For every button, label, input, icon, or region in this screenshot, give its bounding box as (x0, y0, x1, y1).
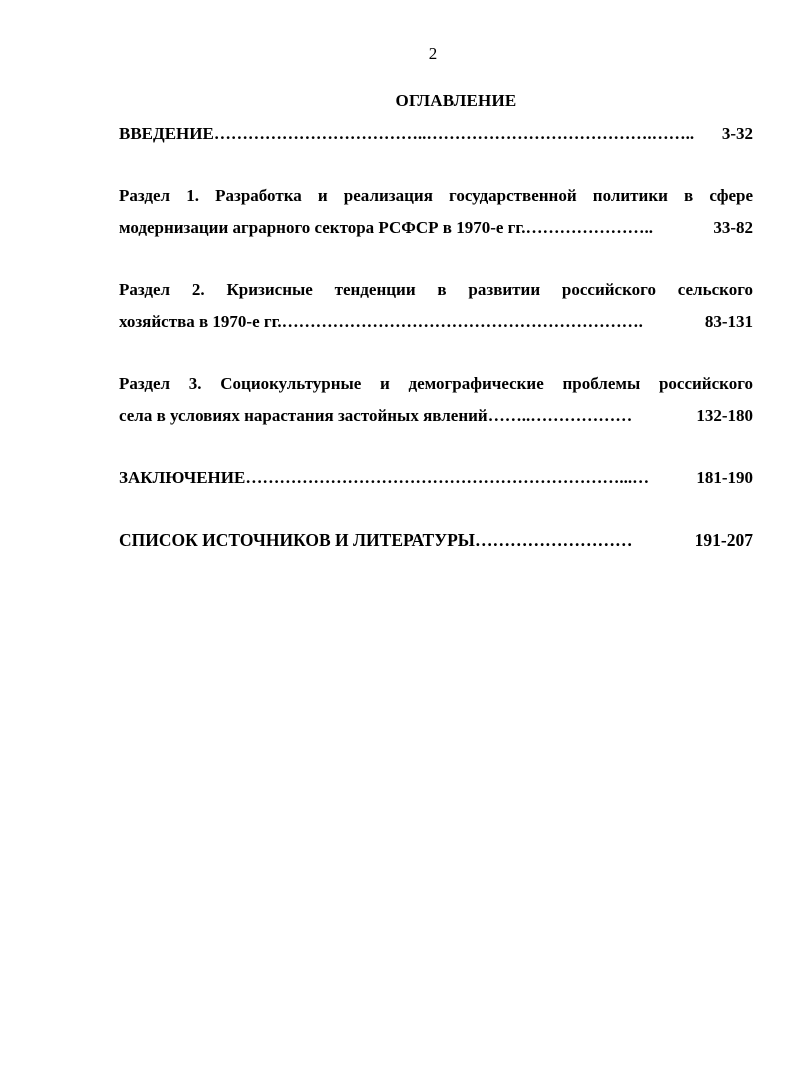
toc-entry-line (119, 212, 753, 244)
toc-entry-section-2[interactable] (119, 274, 753, 338)
toc-entry-label: хозяйства в 1970-е гг. (119, 312, 282, 331)
toc-entry-conclusion[interactable] (119, 462, 753, 494)
toc-entry-section-3[interactable] (119, 368, 753, 432)
toc-leader-dots: ……..……………… (487, 406, 633, 425)
toc-entry-line: Раздел 1. Разработка и реализация государственной политики в сфере (119, 186, 753, 205)
toc-entry-label: села в условиях нарастания застойных явлений (119, 406, 488, 425)
toc-entry-label: ЗАКЛЮЧЕНИЕ (119, 468, 246, 487)
toc-title: ОГЛАВЛЕНИЕ (395, 91, 517, 110)
toc-entry-pages: 33-82 (713, 218, 753, 237)
toc-entry-pages: 181-190 (696, 468, 753, 487)
toc-leader-dots: ………………………………..………………………………….…….. (213, 124, 695, 143)
toc-entry-pages: 132-180 (696, 406, 753, 425)
toc-entry-line (119, 306, 753, 338)
toc-leader-dots: ………………………………………………………. (281, 312, 643, 331)
toc-leader-dots: ………………….. (525, 218, 653, 237)
toc-entry-line (119, 524, 753, 556)
toc-entry-line (119, 118, 753, 150)
toc-entry-pages: 83-131 (704, 312, 753, 331)
toc-entry-line (119, 400, 753, 432)
toc-leader-dots: ……………………… (474, 530, 633, 550)
toc-entry-section-1[interactable] (119, 180, 753, 244)
toc-entry-pages: 191-207 (694, 530, 753, 550)
toc-entry-label: ВВЕДЕНИЕ (119, 124, 214, 143)
toc-leader-dots: …………………………………………………………...… (245, 468, 650, 487)
toc-entry-label: модернизации аграрного сектора РСФСР в 1970-е гг. (119, 218, 526, 237)
page-number: 2 (428, 44, 438, 63)
toc-entry-line: Раздел 2. Кризисные тенденции в развитии российского сельского (119, 280, 753, 299)
toc-entry-line: Раздел 3. Социокультурные и демографические проблемы российского (119, 374, 753, 393)
toc-entry-line (119, 462, 753, 494)
toc-entry-label: СПИСОК ИСТОЧНИКОВ И ЛИТЕРАТУРЫ (119, 530, 475, 550)
toc-entry-introduction[interactable] (119, 118, 753, 150)
toc-entry-bibliography[interactable] (119, 524, 753, 556)
toc-entry-pages: 3-32 (721, 124, 753, 143)
